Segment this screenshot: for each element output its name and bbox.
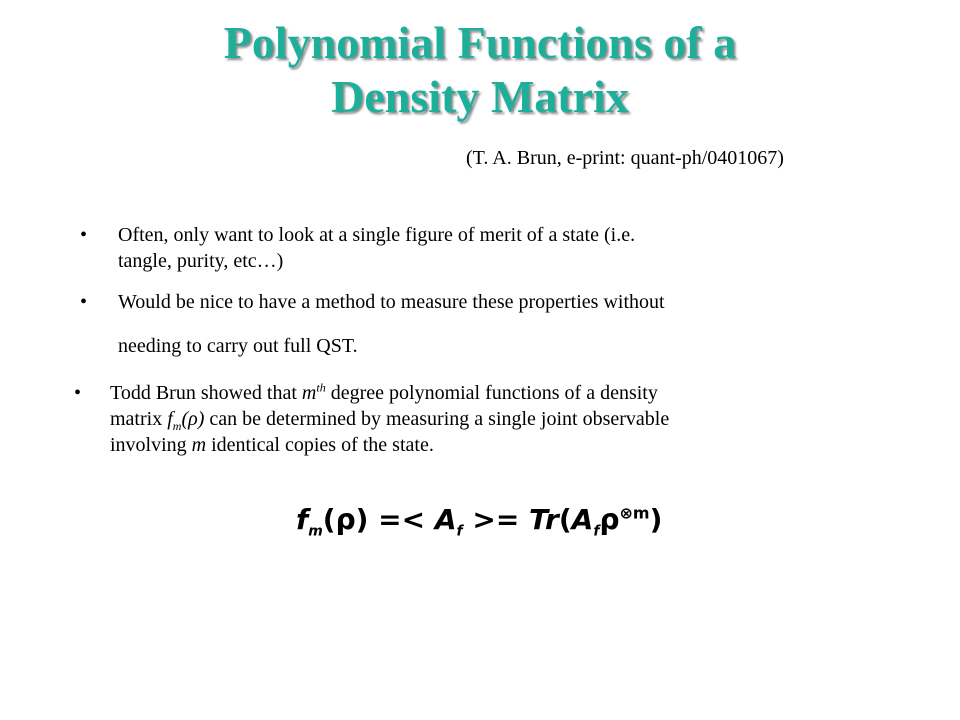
formula-close-paren: ) [649,503,663,536]
bullet-text-part: matrix [110,408,168,430]
superscript: th [316,380,326,395]
formula-sub-m: m [308,523,323,540]
bullet-item-2 [80,289,900,359]
formula-arg: (ρ) [322,503,369,536]
bullet-text [110,380,669,458]
formula-a: A [434,503,457,536]
bullet-text [118,222,635,274]
formula-a2: A [571,503,594,536]
formula-sub-f: f [456,523,463,540]
bullet-dot-icon: • [80,224,88,246]
formula-f: f [296,503,309,536]
math-variable: f [167,408,173,430]
formula-tr: Tr [529,503,559,536]
bullet-text-part: involving [110,434,192,456]
bullet-dot-icon: • [80,291,88,313]
bullet-line: Would be nice to have a method to measure these properties without [118,291,665,313]
formula-sub-f2: f [593,523,600,540]
bullet-text-part: Todd Brun showed that [110,382,302,404]
formula-eq1: =< [368,503,435,536]
slide-title [80,16,880,124]
citation: (T. A. Brun, e-print: quant-ph/0401067) [466,147,784,169]
bullet-text-part: identical copies of the state. [206,434,434,456]
math-variable: m [301,382,317,404]
bullet-line: tangle, purity, etc…) [118,250,284,272]
bullet-item-1 [80,222,900,276]
title-line-2: Density Matrix [331,71,629,122]
bullet-text-part: degree polynomial functions of a density [325,382,658,404]
bullet-line: needing to carry out full QST. [118,335,358,357]
formula-rho: ρ [599,503,620,536]
formula [296,500,696,554]
subscript: m [172,419,182,433]
math-variable: m [191,434,207,456]
formula-open-paren: ( [558,503,572,536]
title-line-1: Polynomial Functions of a [223,17,737,68]
bullet-dot-icon: • [74,382,82,404]
bullet-line: Often, only want to look at a single figure of merit of a state (i.e. [118,224,636,246]
bullet-item-3 [74,380,894,470]
bullet-text-part: can be determined by measuring a single joint observable [204,408,670,430]
formula-sup: ⊗m [619,503,650,523]
bullet-text [118,289,665,359]
math-variable: (ρ) [181,408,205,430]
formula-eq2: >= [462,503,530,536]
